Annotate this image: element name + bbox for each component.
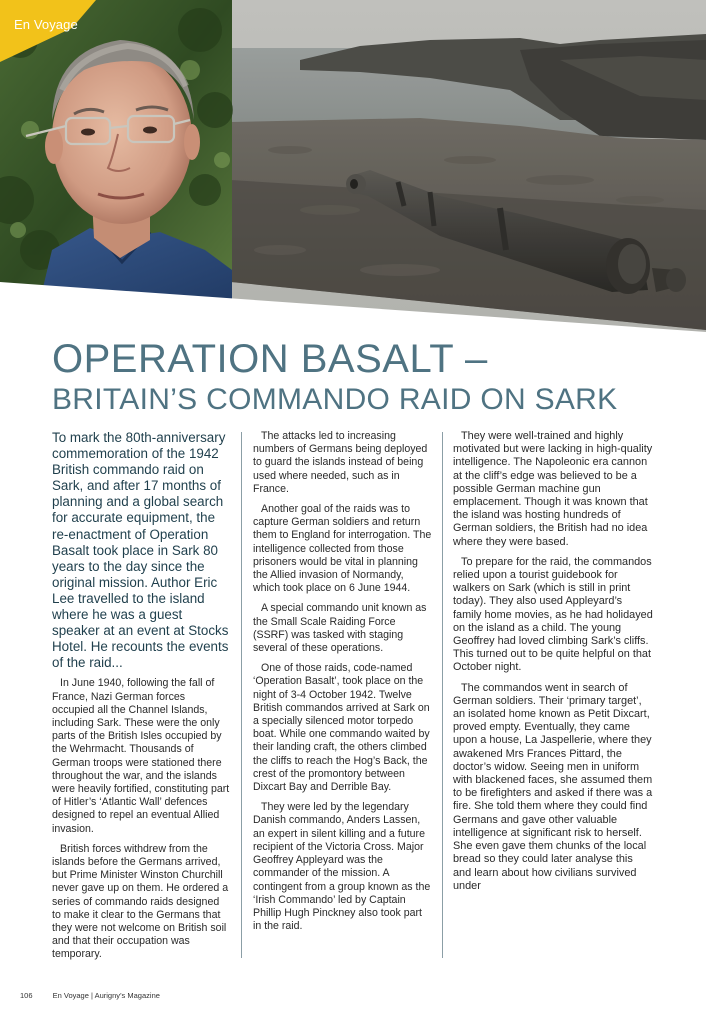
- section-tag: [0, 0, 100, 62]
- page-footer: [20, 991, 160, 1000]
- paragraph: They were led by the legendary Danish commando, Anders Lassen, an expert in silent killing and a future recipient of the Victoria Cross. Major Geoffrey Appleyard was the commander of the mission. A contingent from a group known as the ‘Irish Commando’ led by Captain Phillip Hugh Pinckney also took part in the raid.: [253, 801, 431, 933]
- column-divider: [241, 432, 242, 958]
- hero-images: [0, 0, 706, 340]
- paragraph: One of those raids, code-named ‘Operation Basalt’, took place on the night of 3-4 October 1942. Twelve British commandos arrived at Sark on a specially silenced motor torpedo boat. While one commando waited by their landing craft, the others climbed the cliffs to reach the Hog’s Back, the crest of the promontory between Dixcart Bay and Derrible Bay.: [253, 662, 430, 794]
- headline-line-2: BRITAIN’S COMMANDO RAID ON SARK: [52, 383, 618, 416]
- section-tag-label: En Voyage: [14, 17, 78, 32]
- article-headline: [52, 336, 692, 418]
- paragraph: They were well-trained and highly motivated but were lacking in high-quality intelligence. The Napoleonic era cannon at the cliff’s edge was believed to be a possible German machine gun emplacement. Though it was known that the island was hosting hundreds of German soldiers, the British had no idea where they were based.: [453, 430, 653, 548]
- column-divider: [442, 432, 443, 958]
- column-1: [52, 430, 230, 966]
- cannon-photo: [231, 0, 706, 340]
- paragraph: To prepare for the raid, the commandos relied upon a tourist guidebook for walkers on Sark (which is still in print today). They also used Appleyard’s family home movies, as he had holidayed on the island as a child. The young Geoffrey had loved climbing Sark’s cliffs. This turned out to be quite helpful on that October night.: [453, 555, 653, 674]
- column-3: [453, 430, 653, 966]
- column-2: [253, 430, 433, 966]
- paragraph: In June 1940, following the fall of France, Nazi German forces occupied all the Channel Islands, including Sark. These were the only parts of the British Isles occupied by the Wehrmacht. Thousands of German troops were stationed there throughout the war, and the islands were heavily fortified, constituting part of Hitler’s ‘Atlantic Wall’ defences designed to repel an eventual Allied invasion.: [52, 677, 230, 835]
- intro-standfirst: To mark the 80th-anniversary commemoration of the 1942 British commando raid on Sark, and after 17 months of planning and a global search for accurate equipment, the re-enactment of Operation Basalt took place in Sark 80 years to the day since the original mission. Author Eric Lee travelled to the island where he was a guest speaker at an event at Stocks Hotel. He recounts the events of the raid...: [52, 430, 229, 671]
- paragraph: The attacks led to increasing numbers of Germans being deployed to guard the islands instead of being used where needed, such as in France.: [253, 430, 428, 495]
- paragraph: Another goal of the raids was to capture German soldiers and return them to England for interrogation. The intelligence collected from those prisoners would be vital in planning the Allied invasion of Normandy, which took place on 6 June 1944.: [253, 503, 432, 595]
- publication-name: En Voyage | Aurigny’s Magazine: [52, 991, 160, 1000]
- hero-svg: [0, 0, 706, 340]
- paragraph: A special commando unit known as the Small Scale Raiding Force (SSRF) was tasked with staging several of these operations.: [253, 602, 427, 655]
- paragraph: British forces withdrew from the islands before the Germans arrived, but Prime Minister Winston Churchill never gave up on them. He ordered a series of commando raids designed to make it clear to the Germans that they were not welcome on British soil and that their occupation was temporary.: [52, 842, 229, 961]
- article-body: [52, 430, 652, 966]
- page-number: 106: [20, 991, 33, 1000]
- headline-line-1: OPERATION BASALT –: [52, 337, 488, 381]
- paragraph: The commandos went in search of German soldiers. Their ‘primary target’, an isolated home known as Petit Dixcart, proved empty. Eventually, they came upon a house, La Jaspellerie, where they awakened Mrs Frances Pittard, the doctor’s widow. Seeing men in uniform with blackened faces, she assumed them to be firefighters and asked if there was a fire. She told them where they could find Germans and gave other valuable intelligence at significant risk to herself. She even gave them chunks of the local bread so they could later analyse this and learn about how civilians survived under: [453, 681, 653, 892]
